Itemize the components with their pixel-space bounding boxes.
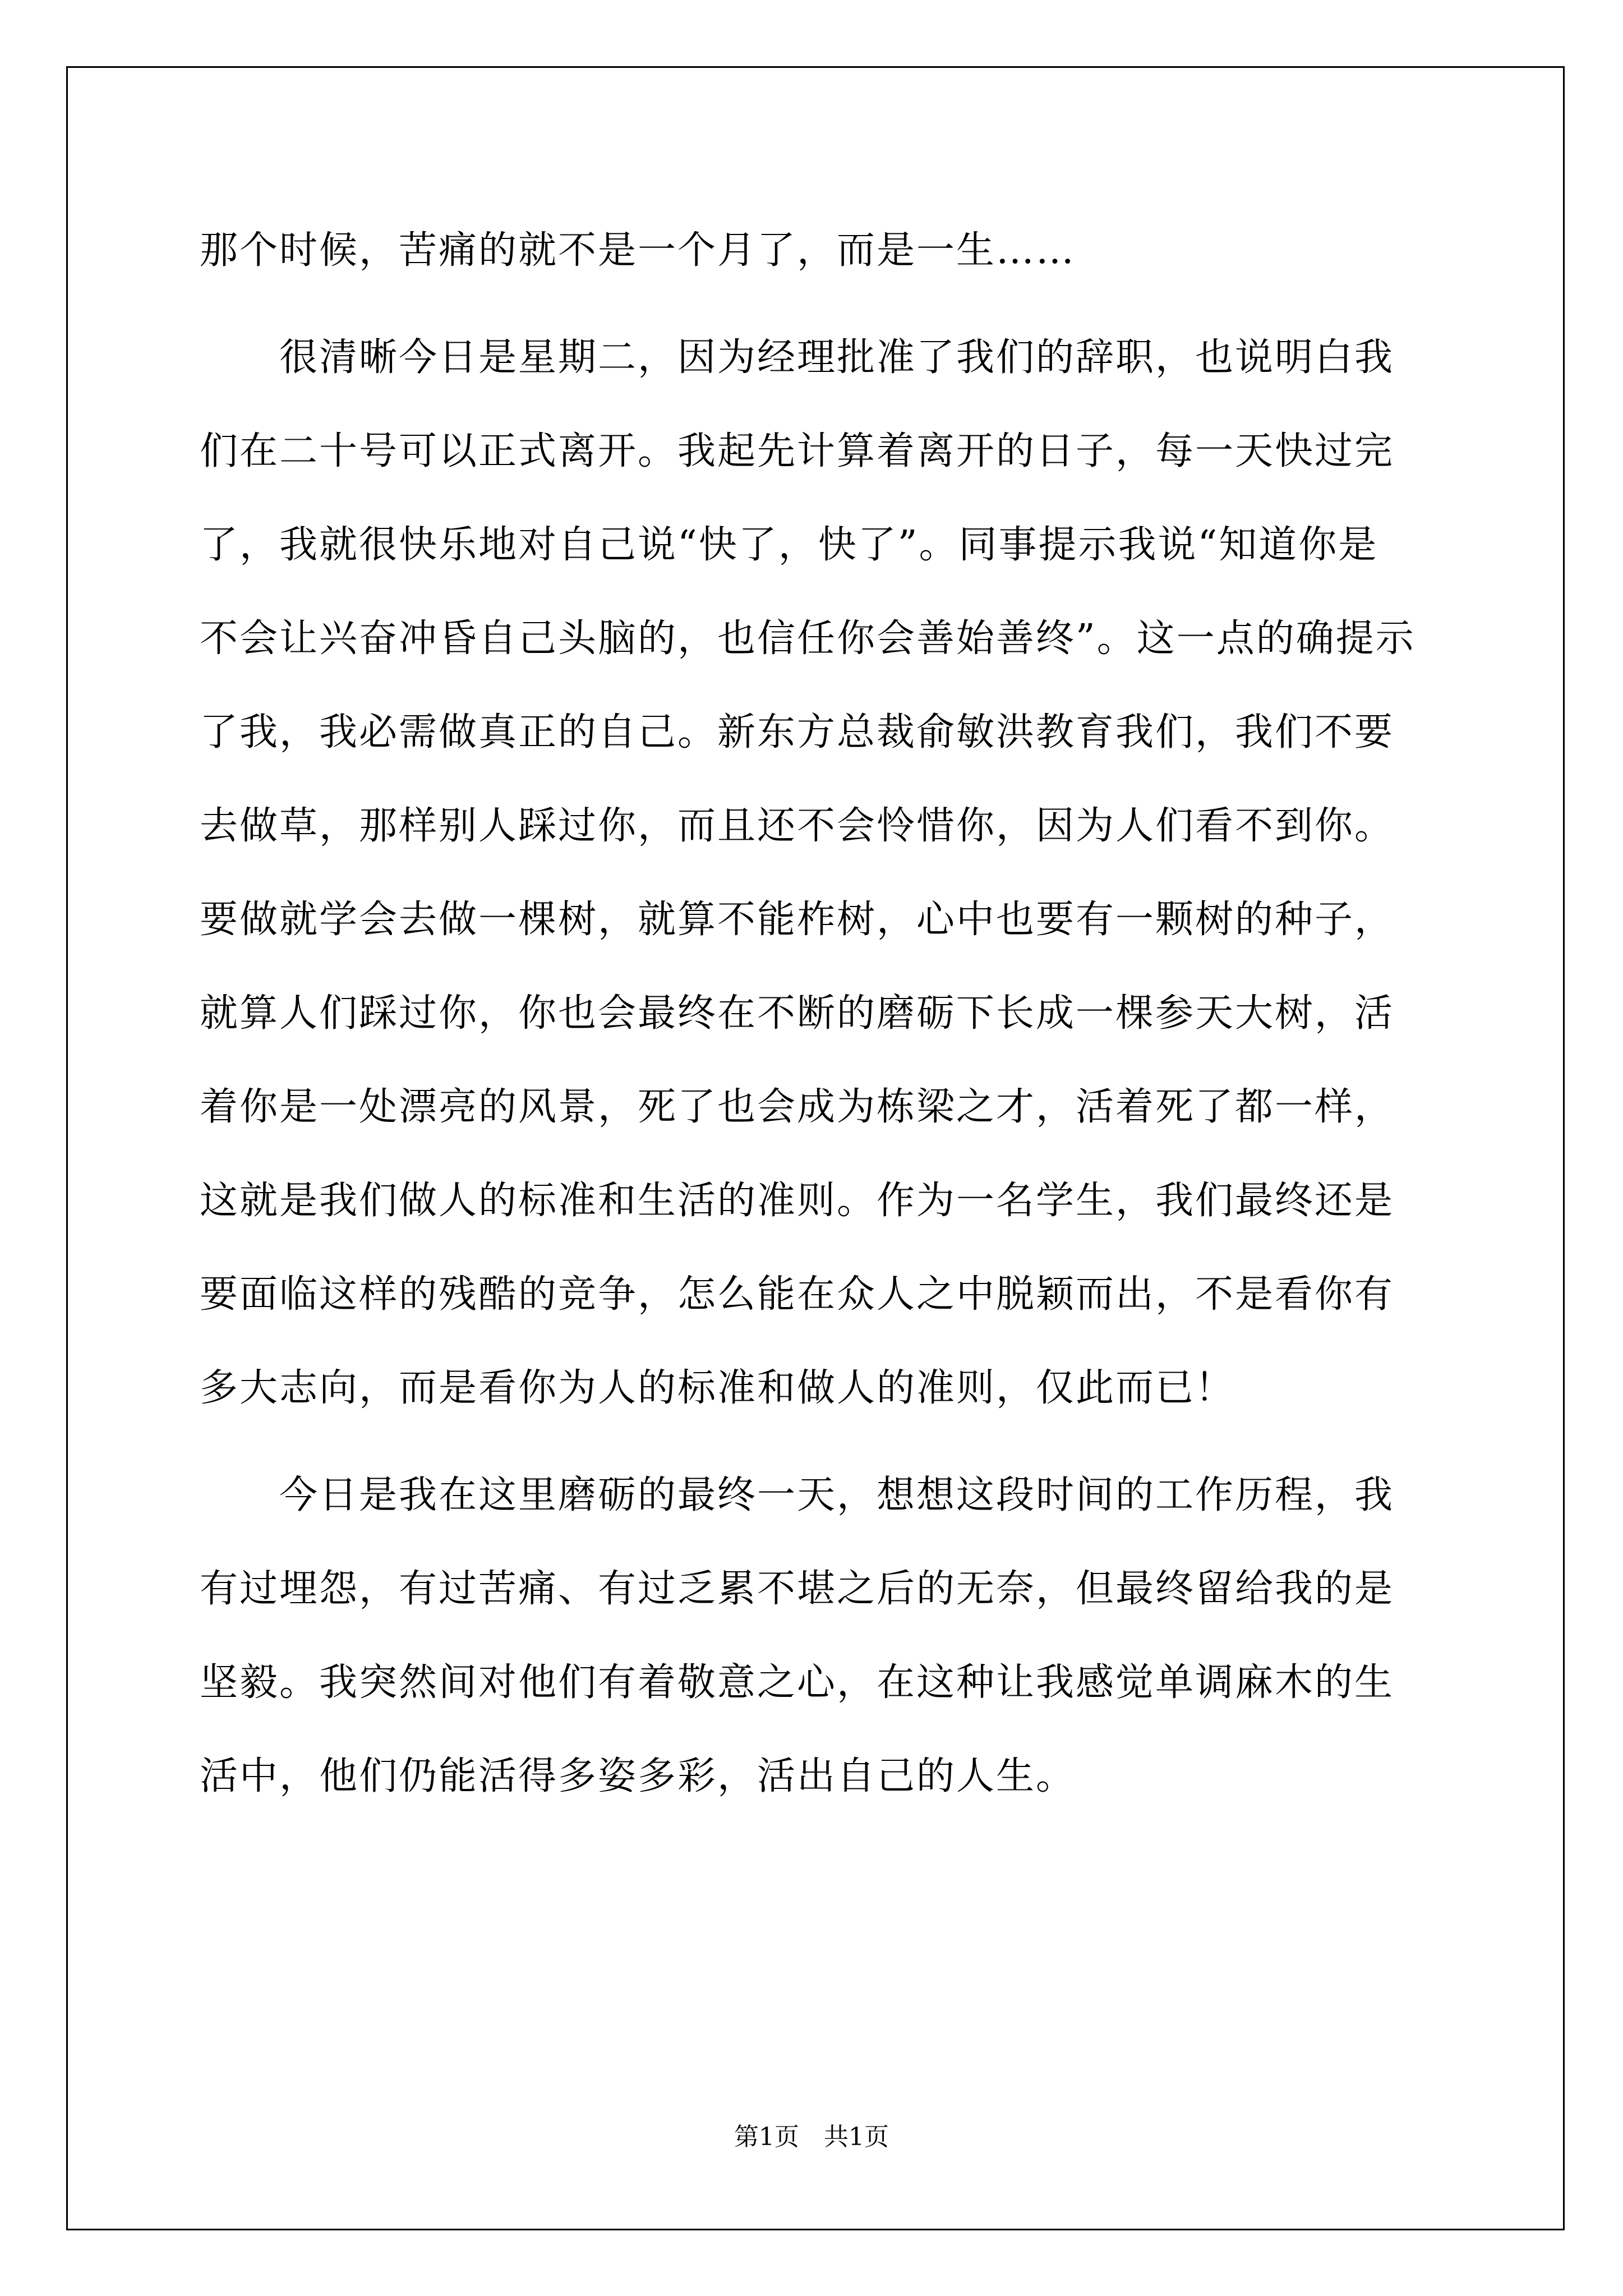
text-line-13: 多大志向，而是看你为人的标准和做人的准则，仅此而已！ <box>200 1366 1235 1410</box>
text-line-6: 了我，我必需做真正的自己。新东方总裁俞敏洪教育我们，我们不要 <box>200 710 1395 754</box>
page-border <box>66 66 1565 2230</box>
text-line-3: 们在二十号可以正式离开。我起先计算着离开的日子，每一天快过完 <box>200 429 1395 473</box>
text-line-16: 坚毅。我突然间对他们有着敬意之心，在这种让我感觉单调麻木的生 <box>200 1660 1395 1705</box>
text-line-17: 活中，他们仍能活得多姿多彩，活出自己的人生。 <box>200 1754 1076 1798</box>
text-line-1: 那个时候，苦痛的就不是一个月了，而是一生…… <box>200 228 1076 273</box>
page-number-footer: 第1页 共1页 <box>734 2123 889 2151</box>
text-line-4: 了，我就很快乐地对自己说“快了，快了”。同事提示我说“知道你是 <box>200 523 1378 567</box>
text-line-5: 不会让兴奋冲昏自己头脑的，也信任你会善始善终”。这一点的确提示 <box>200 616 1415 661</box>
text-line-15: 有过埋怨，有过苦痛、有过乏累不堪之后的无奈，但最终留给我的是 <box>200 1567 1395 1611</box>
text-line-9: 就算人们踩过你，你也会最终在不断的磨砺下长成一棵参天大树，活 <box>200 991 1395 1036</box>
text-line-14: 今日是我在这里磨砺的最终一天，想想这段时间的工作历程，我 <box>200 1473 1395 1517</box>
text-line-8: 要做就学会去做一棵树，就算不能柞树，心中也要有一颗树的种子， <box>200 898 1395 942</box>
text-line-10: 着你是一处漂亮的风景，死了也会成为栋梁之才，活着死了都一样， <box>200 1085 1395 1129</box>
text-line-2: 很清晰今日是星期二，因为经理批准了我们的辞职，也说明白我 <box>200 335 1395 380</box>
text-line-12: 要面临这样的残酷的竞争，怎么能在众人之中脱颖而出，不是看你有 <box>200 1272 1395 1317</box>
text-line-7: 去做草，那样别人踩过你，而且还不会怜惜你，因为人们看不到你。 <box>200 804 1395 848</box>
text-line-11: 这就是我们做人的标准和生活的准则。作为一名学生，我们最终还是 <box>200 1179 1395 1223</box>
